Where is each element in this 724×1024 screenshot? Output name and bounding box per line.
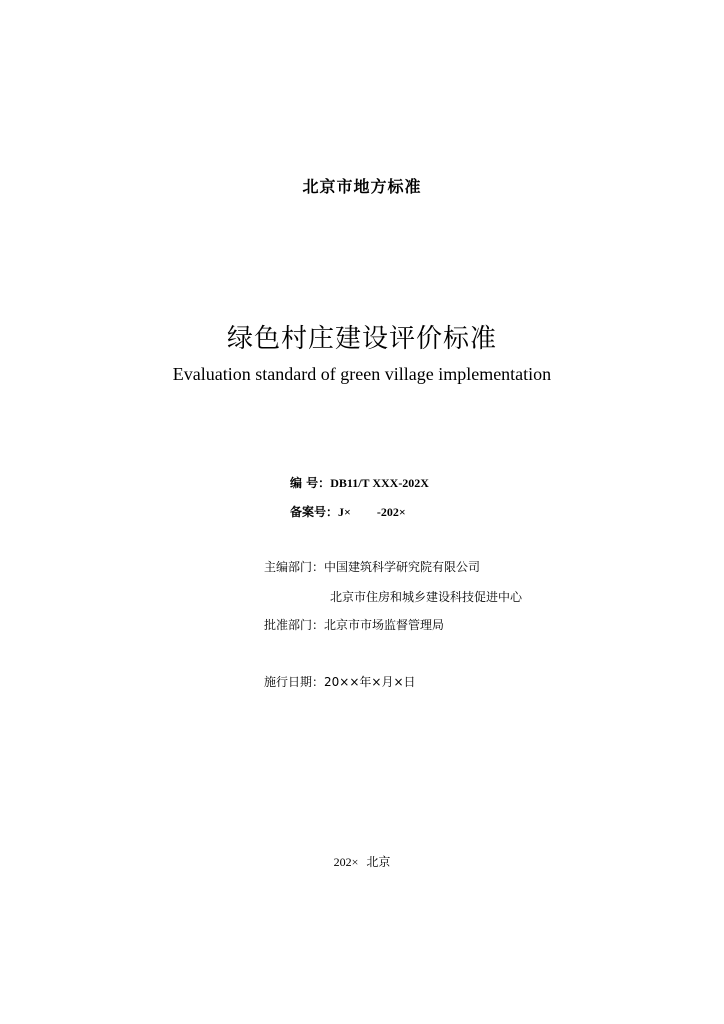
record-number-label: 备案号： [290,505,339,519]
standard-number-label: 编 号： [290,476,331,490]
title-chinese: 绿色村庄建设评价标准 [226,324,497,354]
effective-date-row [264,673,416,690]
chief-editor-row-2 [264,588,522,605]
effective-date-label: 施行日期： [264,675,325,689]
chief-editor-org-2: 北京市住房和城乡建设科技促进中心 [330,590,523,604]
effective-date-value: 20××年×月×日 [324,675,416,689]
standard-number-value: DB11/T XXX-202X [330,476,429,490]
record-number-row [290,503,406,520]
approval-row [264,616,444,633]
standard-type-heading: 北京市地方标准 [302,177,422,196]
title-english: Evaluation standard of green village implementation [172,364,552,384]
approval-value: 北京市市场监督管理局 [324,618,445,632]
chief-editor-row [264,558,480,575]
footer-year: 202× [333,855,359,869]
chief-editor-label: 主编部门： [264,560,325,574]
footer-year-city [0,853,724,870]
record-number-suffix: -202× [376,505,406,519]
record-number-prefix: J× [338,505,351,519]
chief-editor-org-1: 中国建筑科学研究院有限公司 [324,560,481,574]
standard-number-row [290,474,429,491]
approval-label: 批准部门： [264,618,325,632]
footer-city: 北京 [366,855,391,869]
